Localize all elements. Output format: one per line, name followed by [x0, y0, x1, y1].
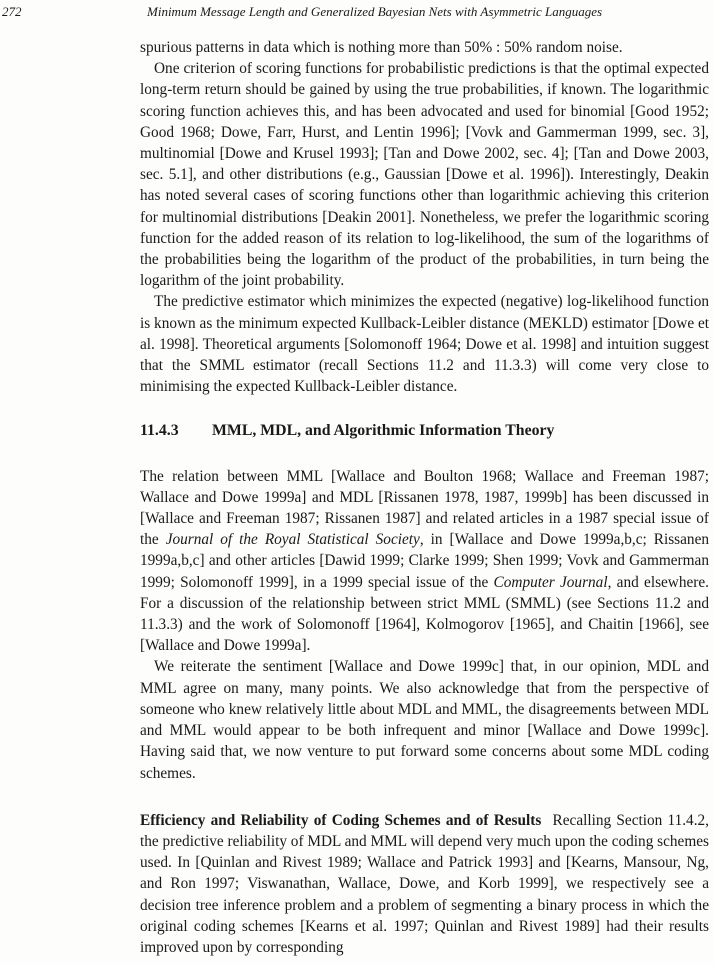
section-title: MML, MDL, and Algorithmic Information Theory [212, 422, 555, 440]
page-body [140, 37, 709, 958]
paragraph-scoring-functions: One criterion of scoring functions for probabilistic predictions is that the optimal expected long-term return should be gained by using the true probabilities, if known. The logarithmic scoring function achieves this, and has been advocated and used for binomial [Good 1952; Good 1968; Dowe, Farr, Hurst, and Lentin 1996]; [Vovk and Gammerman 1999, sec. 3], multinomial [Dowe and Krusel 1993]; [Tan and Dowe 2002, sec. 4]; [Tan and Dowe 2003, sec. 5.1], and other distributions (e.g., Gaussian [Dowe et al. 1996]). Interestingly, Deakin has noted several cases of scoring functions other than logarithmic achieving this criterion for multinomial distributions [Deakin 2001]. Nonetheless, we prefer the logarithmic scoring function for the added reason of its relation to log-likelihood, the sum of the logarithms of the probabilities being the logarithm of the product of the probabilities, in turn being the logarithm of the joint probability. [140, 60, 709, 290]
paragraph-mekld: The predictive estimator which minimizes the expected (negative) log-likelihood function is known as the minimum expected Kullback-Leibler distance (MEKLD) estimator [Dowe et al. 1998]. Theoretical arguments [Solomonoff 1964; Dowe et al. 1998] and intuition suggest that the SMML estimator (recall Sections 11.2 and 11.3.3) will come very close to minimising the expected Kullback-Leibler distance. [140, 293, 709, 396]
paragraph-mml-mdl-relation [140, 466, 709, 657]
section-number: 11.4.3 [140, 422, 179, 440]
journal-name: Journal of the Royal Statistical Society [165, 531, 420, 549]
page-number: 272 [2, 4, 22, 19]
paragraph-continuation: spurious patterns in data which is nothing more than 50% : 50% random noise. [140, 39, 623, 56]
section-heading [140, 420, 709, 441]
journal-name: Computer Journal [493, 573, 608, 591]
text-run: Recalling Section 11.4.2, the predictive reliability of MDL and MML will depend very much upon the coding schemes used. In [Quinlan and Rivest 1989; Wallace and Patrick 1993] and [Kearns, Mansour, Ng, and Ron 1997; Viswanathan, Wallace, Dowe, and Korb 1999], we respectively see a decision tree inference problem and a problem of segmenting a binary process in which the original coding schemes [Kearns et al. 1997; Quinlan and Rivest 1989] had their results improved upon by corresponding [140, 811, 709, 956]
running-head: Minimum Message Length and Generalized Bayesian Nets with Asymmetric Languages [147, 4, 603, 19]
paragraph-reiterate: We reiterate the sentiment [Wallace and Dowe 1999c] that, in our opinion, MDL and MML agree on many, many points. We also acknowledge that from the perspective of someone who knew relatively little about MDL and MML, the disagreements between MDL and MML would appear to be both infrequent and minor [Wallace and Dowe 1999c]. Having said that, we now venture to put forward some concerns about some MDL coding schemes. [140, 658, 709, 782]
text-run: , and elsewhere. For a discussion of the relationship between strict MML (SMML) (see Sections 11.2 and 11.3.3) and the work of Solomonoff [1964], Kolmogorov [1965], and Chaitin [1966], see [Wallace and Dowe 1999a]. [140, 573, 709, 655]
text-run: , in [Wallace and Dowe 1999a,b,c; Rissanen 1999a,b,c] and other articles [Dawid 1999; Clarke 1999; Shen 1999; Vovk and Gammerman 1999; Solomonoff 1999], in a 1999 special issue of the [140, 531, 710, 591]
paragraph-efficiency [140, 810, 709, 958]
text-run: The relation between MML [Wallace and Boulton 1968; Wallace and Freeman 1987; Wallace and Dowe 1999a] and MDL [Rissanen 1978, 1987, 1999b] has been discussed in [Wallace and Freeman 1987; Rissanen 1987] and related articles in a 1987 special issue of the [140, 467, 709, 549]
run-in-heading: Efficiency and Reliability of Coding Schemes and of Results [140, 811, 542, 829]
